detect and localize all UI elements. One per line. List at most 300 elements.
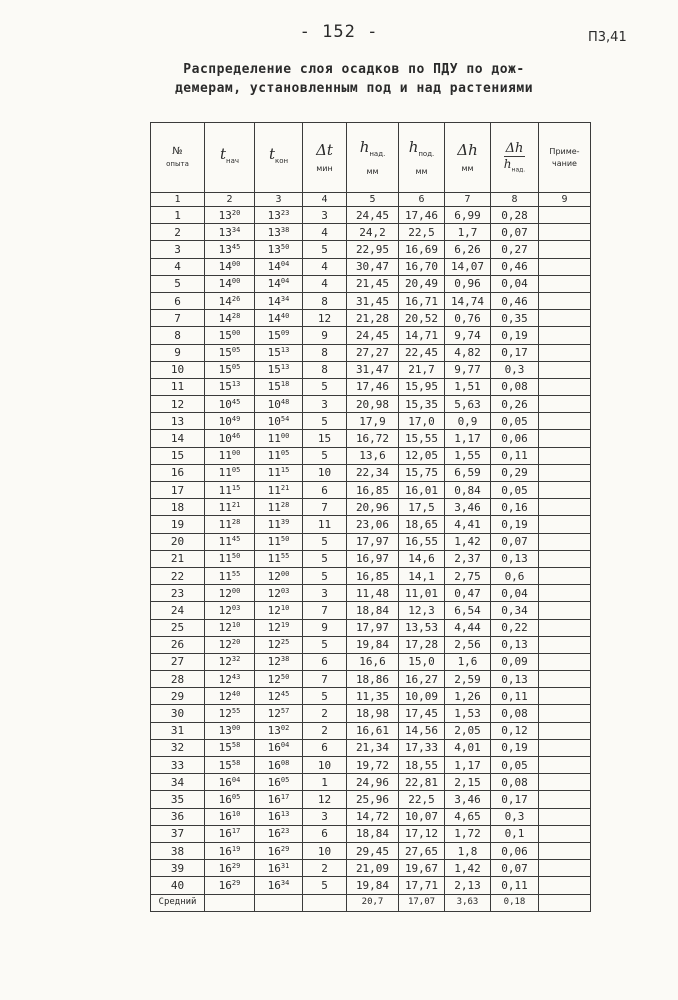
cell-delta-h: 4,82 [445, 344, 491, 361]
time-minutes: 55 [280, 552, 290, 561]
table-row [151, 292, 591, 309]
cell-note [539, 241, 591, 258]
cell-h-below: 15,35 [399, 396, 445, 413]
time-minutes: 28 [231, 311, 241, 320]
time-minutes: 04 [280, 741, 290, 750]
cell-duration: 6 [303, 653, 347, 670]
cell-duration: 9 [303, 327, 347, 344]
cell-duration: 4 [303, 275, 347, 292]
time-hours: 11 [267, 500, 281, 514]
table-row [151, 241, 591, 258]
table-row [151, 447, 591, 464]
cell-note [539, 791, 591, 808]
time-minutes: 29 [231, 878, 241, 887]
table-row [151, 825, 591, 842]
table-row [151, 550, 591, 567]
time-hours: 15 [267, 380, 281, 394]
empty-cell [303, 894, 347, 911]
cell-note [539, 550, 591, 567]
column-number: 6 [399, 193, 445, 207]
cell-delta-h: 3,46 [445, 791, 491, 808]
cell-experiment-number: 33 [151, 757, 205, 774]
cell-end-time [255, 533, 303, 550]
cell-delta-h: 9,74 [445, 327, 491, 344]
time-minutes: 55 [231, 569, 241, 578]
cell-delta-h: 1,17 [445, 757, 491, 774]
time-hours: 14 [218, 260, 232, 274]
cell-note [539, 739, 591, 756]
time-hours: 16 [267, 758, 281, 772]
cell-ratio: 0,22 [491, 619, 539, 636]
cell-duration: 9 [303, 619, 347, 636]
cell-delta-h: 0,47 [445, 585, 491, 602]
table-row [151, 310, 591, 327]
cell-experiment-number: 13 [151, 413, 205, 430]
cell-duration: 10 [303, 464, 347, 481]
cell-h-below: 14,56 [399, 722, 445, 739]
cell-duration: 8 [303, 292, 347, 309]
time-hours: 14 [218, 277, 232, 291]
cell-end-time [255, 688, 303, 705]
cell-delta-h: 1,17 [445, 430, 491, 447]
table-row [151, 791, 591, 808]
cell-h-above: 24,2 [347, 224, 399, 241]
cell-note [539, 396, 591, 413]
cell-h-below: 20,49 [399, 275, 445, 292]
time-minutes: 15 [280, 466, 290, 475]
empty-cell [205, 894, 255, 911]
cell-delta-h: 4,01 [445, 739, 491, 756]
cell-start-time [205, 224, 255, 241]
time-hours: 12 [267, 689, 281, 703]
time-minutes: 20 [231, 208, 241, 217]
cell-note [539, 842, 591, 859]
cell-ratio: 0,08 [491, 705, 539, 722]
cell-h-above: 31,45 [347, 292, 399, 309]
cell-experiment-number: 5 [151, 275, 205, 292]
cell-note [539, 275, 591, 292]
cell-start-time [205, 533, 255, 550]
cell-experiment-number: 39 [151, 860, 205, 877]
table-row [151, 327, 591, 344]
cell-note [539, 825, 591, 842]
time-minutes: 29 [280, 844, 290, 853]
time-minutes: 38 [280, 655, 290, 664]
cell-start-time [205, 413, 255, 430]
time-hours: 12 [218, 638, 232, 652]
time-minutes: 40 [231, 689, 241, 698]
cell-experiment-number: 14 [151, 430, 205, 447]
table-row [151, 808, 591, 825]
cell-end-time [255, 774, 303, 791]
cell-note [539, 207, 591, 224]
cell-duration: 10 [303, 757, 347, 774]
time-minutes: 54 [280, 414, 290, 423]
cell-h-below: 17,46 [399, 207, 445, 224]
time-minutes: 13 [280, 346, 290, 355]
cell-ratio: 0,28 [491, 207, 539, 224]
cell-end-time [255, 877, 303, 894]
cell-start-time [205, 671, 255, 688]
cell-experiment-number: 10 [151, 361, 205, 378]
cell-h-above: 16,61 [347, 722, 399, 739]
cell-ratio: 0,29 [491, 464, 539, 481]
cell-h-below: 17,45 [399, 705, 445, 722]
header-delta-h: Δh мм [445, 123, 491, 193]
cell-start-time [205, 774, 255, 791]
cell-experiment-number: 23 [151, 585, 205, 602]
cell-h-below: 20,52 [399, 310, 445, 327]
cell-h-above: 18,98 [347, 705, 399, 722]
header-duration: Δt мин [303, 123, 347, 193]
table-row [151, 739, 591, 756]
time-hours: 10 [267, 414, 281, 428]
column-number: 3 [255, 193, 303, 207]
cell-h-above: 23,06 [347, 516, 399, 533]
cell-delta-h: 14,74 [445, 292, 491, 309]
cell-h-below: 16,01 [399, 482, 445, 499]
table-row [151, 224, 591, 241]
time-hours: 16 [218, 844, 232, 858]
cell-h-above: 16,85 [347, 567, 399, 584]
time-hours: 12 [267, 638, 281, 652]
cell-end-time [255, 464, 303, 481]
time-minutes: 34 [280, 878, 290, 887]
cell-duration: 3 [303, 808, 347, 825]
cell-ratio: 0,06 [491, 842, 539, 859]
time-hours: 11 [218, 552, 232, 566]
cell-h-above: 20,96 [347, 499, 399, 516]
cell-experiment-number: 28 [151, 671, 205, 688]
cell-end-time [255, 224, 303, 241]
time-minutes: 26 [231, 294, 241, 303]
table-row [151, 567, 591, 584]
cell-h-above: 21,45 [347, 275, 399, 292]
time-hours: 11 [267, 432, 281, 446]
cell-h-above: 29,45 [347, 842, 399, 859]
cell-ratio: 0,19 [491, 739, 539, 756]
table-row [151, 516, 591, 533]
column-number: 1 [151, 193, 205, 207]
time-minutes: 50 [280, 672, 290, 681]
cell-experiment-number: 4 [151, 258, 205, 275]
time-hours: 14 [267, 277, 281, 291]
time-minutes: 02 [280, 724, 290, 733]
cell-duration: 5 [303, 636, 347, 653]
cell-h-below: 16,70 [399, 258, 445, 275]
time-hours: 11 [218, 466, 232, 480]
time-minutes: 23 [280, 208, 290, 217]
cell-start-time [205, 602, 255, 619]
cell-note [539, 464, 591, 481]
time-hours: 12 [218, 689, 232, 703]
cell-h-below: 18,65 [399, 516, 445, 533]
time-minutes: 03 [231, 603, 241, 612]
cell-experiment-number: 38 [151, 842, 205, 859]
cell-end-time [255, 327, 303, 344]
cell-duration: 11 [303, 516, 347, 533]
time-minutes: 55 [231, 707, 241, 716]
time-hours: 15 [218, 328, 232, 342]
cell-end-time [255, 207, 303, 224]
time-hours: 12 [267, 655, 281, 669]
cell-experiment-number: 30 [151, 705, 205, 722]
cell-ratio: 0,3 [491, 808, 539, 825]
cell-delta-h: 9,77 [445, 361, 491, 378]
cell-h-below: 16,27 [399, 671, 445, 688]
cell-start-time [205, 430, 255, 447]
time-hours: 16 [267, 827, 281, 841]
cell-h-below: 12,05 [399, 447, 445, 464]
time-hours: 13 [267, 208, 281, 222]
time-hours: 16 [218, 827, 232, 841]
precipitation-table [150, 122, 591, 912]
cell-note [539, 774, 591, 791]
cell-end-time [255, 722, 303, 739]
time-hours: 11 [218, 483, 232, 497]
cell-note [539, 602, 591, 619]
cell-ratio: 0,26 [491, 396, 539, 413]
cell-ratio: 0,13 [491, 636, 539, 653]
table-row [151, 688, 591, 705]
cell-h-above: 16,72 [347, 430, 399, 447]
cell-experiment-number: 19 [151, 516, 205, 533]
time-minutes: 00 [231, 586, 241, 595]
cell-h-above: 19,84 [347, 877, 399, 894]
cell-note [539, 619, 591, 636]
cell-delta-h: 0,96 [445, 275, 491, 292]
time-hours: 13 [218, 724, 232, 738]
cell-ratio: 0,09 [491, 653, 539, 670]
time-hours: 11 [267, 449, 281, 463]
cell-h-below: 19,67 [399, 860, 445, 877]
cell-experiment-number: 11 [151, 378, 205, 395]
cell-duration: 6 [303, 825, 347, 842]
cell-h-below: 22,5 [399, 791, 445, 808]
time-minutes: 21 [280, 483, 290, 492]
cell-duration: 6 [303, 482, 347, 499]
cell-end-time [255, 791, 303, 808]
column-number: 8 [491, 193, 539, 207]
cell-experiment-number: 8 [151, 327, 205, 344]
time-hours: 16 [267, 861, 281, 875]
cell-h-below: 17,12 [399, 825, 445, 842]
header-start-time: $t_{нач}$ [205, 123, 255, 193]
cell-h-below: 27,65 [399, 842, 445, 859]
time-minutes: 58 [231, 741, 241, 750]
table-row [151, 361, 591, 378]
cell-duration: 12 [303, 791, 347, 808]
header-h-below: $h_{под.}$ мм [399, 123, 445, 193]
cell-duration: 5 [303, 378, 347, 395]
cell-delta-h: 2,75 [445, 567, 491, 584]
table-row [151, 757, 591, 774]
cell-note [539, 361, 591, 378]
cell-h-below: 16,71 [399, 292, 445, 309]
table-row [151, 275, 591, 292]
table-row [151, 842, 591, 859]
cell-duration: 4 [303, 258, 347, 275]
cell-h-above: 21,09 [347, 860, 399, 877]
time-minutes: 34 [280, 294, 290, 303]
table-row [151, 482, 591, 499]
column-number: 9 [539, 193, 591, 207]
cell-experiment-number: 16 [151, 464, 205, 481]
time-hours: 10 [267, 397, 281, 411]
header-h-above: $h_{над.}$ мм [347, 123, 399, 193]
cell-ratio: 0,13 [491, 550, 539, 567]
cell-h-above: 21,28 [347, 310, 399, 327]
cell-note [539, 224, 591, 241]
cell-delta-h: 0,84 [445, 482, 491, 499]
time-minutes: 34 [231, 225, 241, 234]
time-minutes: 39 [280, 517, 290, 526]
time-minutes: 45 [280, 689, 290, 698]
cell-note [539, 567, 591, 584]
archive-reference: П3,41 [588, 30, 627, 45]
cell-experiment-number: 6 [151, 292, 205, 309]
cell-h-above: 16,6 [347, 653, 399, 670]
cell-duration: 7 [303, 671, 347, 688]
cell-end-time [255, 499, 303, 516]
cell-duration: 3 [303, 585, 347, 602]
cell-ratio: 0,19 [491, 516, 539, 533]
average-label: Средний [151, 894, 205, 911]
time-minutes: 05 [231, 792, 241, 801]
time-minutes: 00 [231, 260, 241, 269]
cell-end-time [255, 842, 303, 859]
time-minutes: 29 [231, 861, 241, 870]
cell-h-above: 25,96 [347, 791, 399, 808]
cell-end-time [255, 636, 303, 653]
cell-delta-h: 1,7 [445, 224, 491, 241]
time-minutes: 05 [231, 346, 241, 355]
cell-start-time [205, 825, 255, 842]
cell-note [539, 499, 591, 516]
cell-delta-h: 1,51 [445, 378, 491, 395]
table-title [0, 60, 678, 98]
table-title-line-1: Распределение слоя осадков по ПДУ по дож- [183, 62, 525, 77]
cell-delta-h: 5,63 [445, 396, 491, 413]
cell-experiment-number: 24 [151, 602, 205, 619]
cell-start-time [205, 396, 255, 413]
cell-start-time [205, 757, 255, 774]
time-hours: 12 [267, 586, 281, 600]
cell-end-time [255, 516, 303, 533]
cell-h-below: 22,81 [399, 774, 445, 791]
cell-end-time [255, 430, 303, 447]
table-row [151, 877, 591, 894]
header-experiment-number: № опыта [151, 123, 205, 193]
time-hours: 14 [218, 294, 232, 308]
cell-delta-h: 6,59 [445, 464, 491, 481]
cell-experiment-number: 29 [151, 688, 205, 705]
cell-h-below: 10,09 [399, 688, 445, 705]
cell-end-time [255, 739, 303, 756]
time-hours: 10 [218, 397, 232, 411]
cell-h-above: 11,48 [347, 585, 399, 602]
cell-delta-h: 6,54 [445, 602, 491, 619]
cell-start-time [205, 739, 255, 756]
cell-experiment-number: 26 [151, 636, 205, 653]
cell-end-time [255, 757, 303, 774]
cell-ratio: 0,12 [491, 722, 539, 739]
time-minutes: 46 [231, 432, 241, 441]
time-minutes: 28 [280, 500, 290, 509]
time-hours: 15 [218, 363, 232, 377]
time-minutes: 43 [231, 672, 241, 681]
cell-end-time [255, 619, 303, 636]
cell-duration: 5 [303, 533, 347, 550]
cell-ratio: 0,13 [491, 671, 539, 688]
cell-h-below: 12,3 [399, 602, 445, 619]
time-hours: 16 [267, 775, 281, 789]
cell-h-above: 18,84 [347, 602, 399, 619]
cell-ratio: 0,08 [491, 378, 539, 395]
time-hours: 13 [218, 242, 232, 256]
time-hours: 16 [267, 792, 281, 806]
table-body [151, 207, 591, 912]
time-minutes: 32 [231, 655, 241, 664]
cell-duration: 5 [303, 241, 347, 258]
cell-start-time [205, 207, 255, 224]
cell-h-below: 18,55 [399, 757, 445, 774]
cell-h-above: 16,97 [347, 550, 399, 567]
cell-start-time [205, 464, 255, 481]
table-row [151, 344, 591, 361]
cell-duration: 5 [303, 567, 347, 584]
cell-start-time [205, 516, 255, 533]
table-row [151, 533, 591, 550]
cell-note [539, 877, 591, 894]
cell-h-below: 17,71 [399, 877, 445, 894]
time-minutes: 08 [280, 758, 290, 767]
table-row [151, 396, 591, 413]
cell-start-time [205, 877, 255, 894]
cell-duration: 4 [303, 224, 347, 241]
time-hours: 12 [218, 707, 232, 721]
time-hours: 16 [267, 878, 281, 892]
cell-end-time [255, 241, 303, 258]
cell-delta-h: 1,8 [445, 842, 491, 859]
cell-end-time [255, 653, 303, 670]
cell-experiment-number: 32 [151, 739, 205, 756]
time-hours: 11 [218, 517, 232, 531]
cell-end-time [255, 396, 303, 413]
cell-delta-h: 0,9 [445, 413, 491, 430]
time-hours: 16 [267, 810, 281, 824]
cell-end-time [255, 825, 303, 842]
time-hours: 13 [267, 242, 281, 256]
cell-end-time [255, 860, 303, 877]
time-minutes: 00 [280, 569, 290, 578]
time-hours: 15 [267, 363, 281, 377]
time-minutes: 13 [280, 810, 290, 819]
cell-end-time [255, 602, 303, 619]
time-hours: 15 [218, 380, 232, 394]
cell-delta-h: 1,55 [445, 447, 491, 464]
time-hours: 12 [267, 707, 281, 721]
cell-note [539, 636, 591, 653]
time-minutes: 38 [280, 225, 290, 234]
cell-end-time [255, 258, 303, 275]
cell-delta-h: 2,13 [445, 877, 491, 894]
time-minutes: 50 [280, 535, 290, 544]
time-hours: 16 [218, 792, 232, 806]
time-hours: 16 [218, 810, 232, 824]
table-row [151, 499, 591, 516]
cell-experiment-number: 3 [151, 241, 205, 258]
